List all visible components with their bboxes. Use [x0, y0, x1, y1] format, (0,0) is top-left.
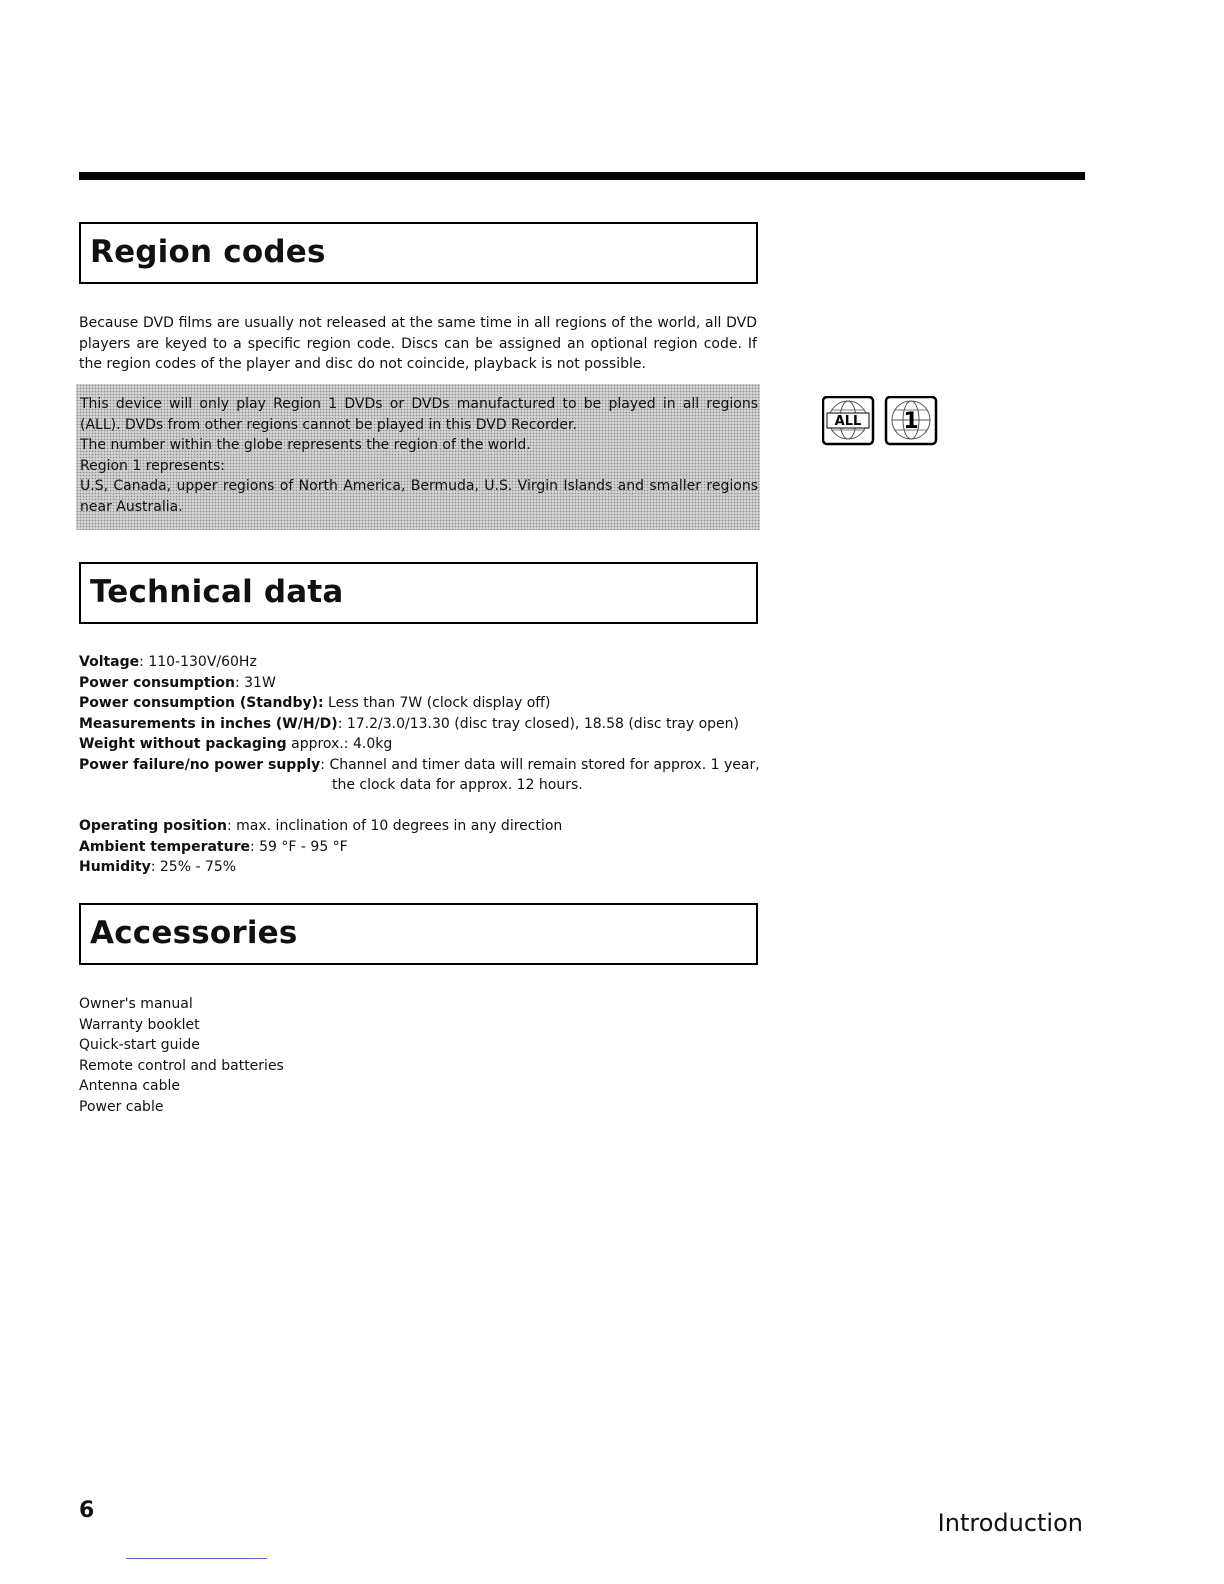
region-1-label: 1: [903, 409, 919, 434]
spec-value: : 110-130V/60Hz: [139, 654, 257, 670]
region-codes-heading-box: [79, 222, 758, 284]
spec-weight: [79, 734, 392, 755]
region-icons: [822, 396, 938, 446]
region-note-box: [76, 384, 760, 530]
accessories-heading-box: [79, 903, 758, 965]
accessory-item: Warranty booklet: [79, 1016, 200, 1033]
spec-label: Power consumption: [79, 674, 235, 691]
region-note-line-6: near Australia.: [80, 498, 183, 515]
region-codes-heading: Region codes: [90, 234, 326, 270]
top-rule: [79, 172, 1085, 180]
accessories-heading: Accessories: [90, 915, 298, 951]
region-all-label: ALL: [834, 414, 862, 429]
spec-value: : max. inclination of 10 degrees in any direction: [226, 818, 563, 834]
spec-value: Less than 7W (clock display off): [323, 695, 551, 711]
region-codes-intro: Because DVD films are usually not released at the same time in all regions of the world, all DVD players are keyed to a specific region code. Discs can be assigned an optional region code. If the region codes of the player and disc do not coincide, playback is not possible.: [79, 315, 757, 372]
spec-power-failure-continuation: the clock data for approx. 12 hours.: [332, 777, 583, 793]
spec-operating-position: [79, 816, 562, 837]
spec-value: : 17.2/3.0/13.30 (disc tray closed), 18.58 (disc tray open): [337, 715, 739, 732]
spec-power-consumption: [79, 673, 276, 694]
spec-label: Ambient temperature: [79, 838, 250, 855]
spec-label: Voltage: [79, 654, 140, 670]
spec-value: : 59 °F - 95 °F: [249, 838, 348, 855]
spec-voltage: [79, 652, 257, 673]
footer-link-underline: [126, 1558, 267, 1559]
page-number: 6: [79, 1498, 95, 1523]
spec-value: approx.: 4.0kg: [286, 736, 393, 752]
spec-ambient-temperature: [79, 837, 348, 858]
region-note-line-1: This device will only play Region 1 DVDs or DVDs manufactured to be played in all regions: [80, 396, 758, 412]
region-1-globe-icon: [886, 397, 936, 444]
spec-power-standby: [79, 693, 550, 714]
accessory-item: Power cable: [79, 1098, 164, 1115]
spec-label: Measurements in inches (W/H/D): [79, 715, 338, 732]
accessory-item: Owner's manual: [79, 996, 193, 1012]
region-note-line-4: Region 1 represents:: [80, 457, 226, 474]
spec-label: Power failure/no power supply: [79, 756, 321, 773]
technical-data-heading-box: [79, 562, 758, 624]
spec-label: Power consumption (Standby):: [79, 695, 324, 711]
region-note-line-2: (ALL). DVDs from other regions cannot be played in this DVD Recorder.: [80, 416, 577, 433]
accessory-item: Remote control and batteries: [79, 1057, 284, 1074]
spec-value: : 25% - 75%: [150, 859, 237, 875]
spec-value: : 31W: [234, 674, 276, 691]
spec-label: Operating position: [79, 818, 227, 834]
spec-power-failure: [79, 755, 760, 776]
spec-label: Humidity: [79, 859, 151, 875]
footer-section-name: Introduction: [937, 1509, 1083, 1537]
technical-data-heading: Technical data: [90, 574, 344, 610]
region-all-globe-icon: [823, 397, 873, 444]
region-note-line-3: The number within the globe represents the region of the world.: [80, 437, 531, 453]
spec-value: : Channel and timer data will remain stored for approx. 1 year,: [320, 756, 760, 773]
accessory-item: Antenna cable: [79, 1078, 180, 1094]
accessory-item: Quick-start guide: [79, 1037, 200, 1053]
region-note-line-5: U.S, Canada, upper regions of North America, Bermuda, U.S. Virgin Islands and smaller regions: [80, 478, 758, 494]
spec-label: Weight without packaging: [79, 736, 287, 752]
spec-humidity: [79, 857, 236, 878]
spec-measurements: [79, 714, 739, 735]
